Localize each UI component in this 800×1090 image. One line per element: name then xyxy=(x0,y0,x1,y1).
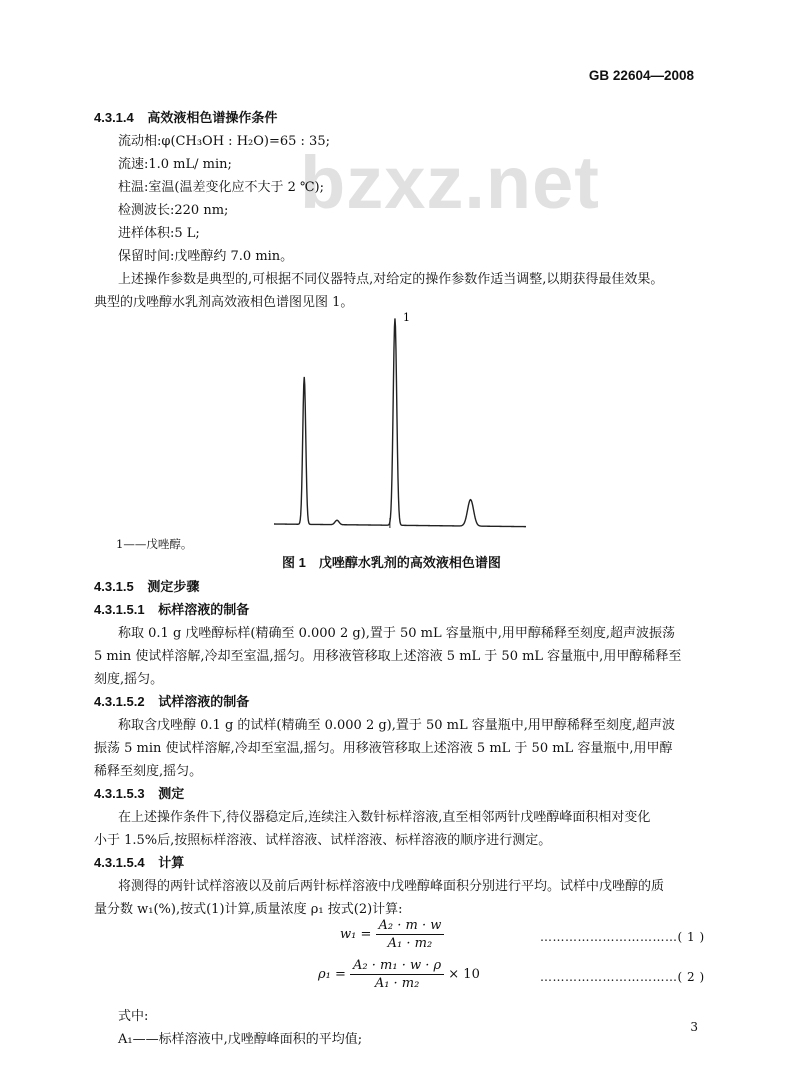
page-number: 3 xyxy=(690,1020,698,1034)
section-43152-heading xyxy=(94,691,249,710)
formula-fraction xyxy=(376,918,445,951)
watermark-text: bzxz.net xyxy=(300,141,600,224)
section-title: 标样溶液的制备 xyxy=(158,602,250,617)
formula-2 xyxy=(318,958,480,991)
paragraph-line: 刻度,摇匀。 xyxy=(94,672,164,687)
condition-line: 检测波长:220 nm; xyxy=(118,203,229,218)
formula-numerator: A₂ · m · w xyxy=(376,918,445,935)
formula-numerator: A₂ · m₁ · w · ρ xyxy=(350,958,444,975)
formula-denominator: A₁ · m₂ xyxy=(374,976,420,991)
variable-definition: A₁——标样溶液中,戊唑醇峰面积的平均值; xyxy=(118,1032,363,1047)
condition-line: 进样体积:5 L; xyxy=(118,226,200,241)
paragraph-line: 在上述操作条件下,待仪器稳定后,连续注入数针标样溶液,直至相邻两针戊唑醇峰面积相对变化 xyxy=(118,810,651,825)
section-number: 4.3.1.5.4 xyxy=(94,855,145,870)
paragraph-line: 稀释至刻度,摇匀。 xyxy=(94,764,203,779)
figure-legend: 1——戊唑醇。 xyxy=(116,537,193,551)
equation-number: ( 1 ) xyxy=(677,930,705,944)
formula-denominator: A₁ · m₂ xyxy=(387,936,433,951)
where-label: 式中: xyxy=(118,1009,149,1024)
formula-multiplier: × 10 xyxy=(448,967,480,982)
section-title: 试样溶液的制备 xyxy=(158,694,250,709)
chromatogram-chart xyxy=(270,296,530,532)
equation-number: ( 2 ) xyxy=(677,970,705,984)
section-title: 计算 xyxy=(158,855,185,870)
section-title: 测定 xyxy=(158,786,185,801)
section-43151-heading xyxy=(94,599,249,618)
peak-label: 1 xyxy=(403,311,410,325)
section-4314-heading xyxy=(94,107,277,126)
formula-2-leader xyxy=(540,970,705,984)
section-number: 4.3.1.5.3 xyxy=(94,786,145,801)
dot-leader: …………………………… xyxy=(540,930,678,944)
paragraph-line: 称取含戊唑醇 0.1 g 的试样(精确至 0.000 2 g),置于 50 mL 容量瓶中,用甲醇稀释至刻度,超声波 xyxy=(118,718,676,733)
section-title: 高效液相色谱操作条件 xyxy=(147,110,278,125)
section-number: 4.3.1.4 xyxy=(94,110,134,125)
section-title: 测定步骤 xyxy=(147,579,200,594)
condition-line: 柱温:室温(温差变化应不大于 2 ℃); xyxy=(118,180,324,195)
section-4315-heading xyxy=(94,576,199,595)
formula-1 xyxy=(340,918,444,951)
formula-fraction xyxy=(350,958,444,991)
figure-caption: 图 1 戊唑醇水乳剂的高效液相色谱图 xyxy=(282,555,501,570)
paragraph-line: 量分数 w₁(%),按式(1)计算,质量浓度 ρ₁ 按式(2)计算: xyxy=(94,902,403,917)
dot-leader: …………………………… xyxy=(540,970,678,984)
paragraph-line: 上述操作参数是典型的,可根据不同仪器特点,对给定的操作参数作适当调整,以期获得最佳效果。 xyxy=(118,272,664,287)
condition-line: 流速:1.0 mL/ min; xyxy=(118,157,232,172)
section-43153-heading xyxy=(94,783,184,802)
paragraph-line: 5 min 使试样溶解,冷却至室温,摇匀。用移液管移取上述溶液 5 mL 于 50 mL 容量瓶中,用甲醇稀释至 xyxy=(94,649,682,664)
section-number: 4.3.1.5.1 xyxy=(94,602,145,617)
paragraph-line: 小于 1.5%后,按照标样溶液、试样溶液、试样溶液、标样溶液的顺序进行测定。 xyxy=(94,833,552,848)
paragraph-line: 将测得的两针试样溶液以及前后两针标样溶液中戊唑醇峰面积分别进行平均。试样中戊唑醇的质 xyxy=(118,879,665,894)
standard-code: GB 22604—2008 xyxy=(588,68,694,83)
condition-line: 流动相:φ(CH₃OH : H₂O)=65 : 35; xyxy=(118,134,330,149)
paragraph-line: 典型的戊唑醇水乳剂高效液相色谱图见图 1。 xyxy=(94,295,354,310)
formula-1-leader xyxy=(540,930,705,944)
section-number: 4.3.1.5.2 xyxy=(94,694,145,709)
paragraph-line: 振荡 5 min 使试样溶解,冷却至室温,摇匀。用移液管移取上述溶液 5 mL 于 50 mL 容量瓶中,用甲醇 xyxy=(94,741,673,756)
section-43154-heading xyxy=(94,852,184,871)
section-number: 4.3.1.5 xyxy=(94,579,134,594)
formula-lhs: w₁ = xyxy=(340,927,372,942)
condition-line: 保留时间:戊唑醇约 7.0 min。 xyxy=(118,249,294,264)
formula-lhs: ρ₁ = xyxy=(318,967,346,982)
paragraph-line: 称取 0.1 g 戊唑醇标样(精确至 0.000 2 g),置于 50 mL 容量瓶中,用甲醇稀释至刻度,超声波振荡 xyxy=(118,626,676,641)
chromatogram-trace xyxy=(274,318,526,526)
